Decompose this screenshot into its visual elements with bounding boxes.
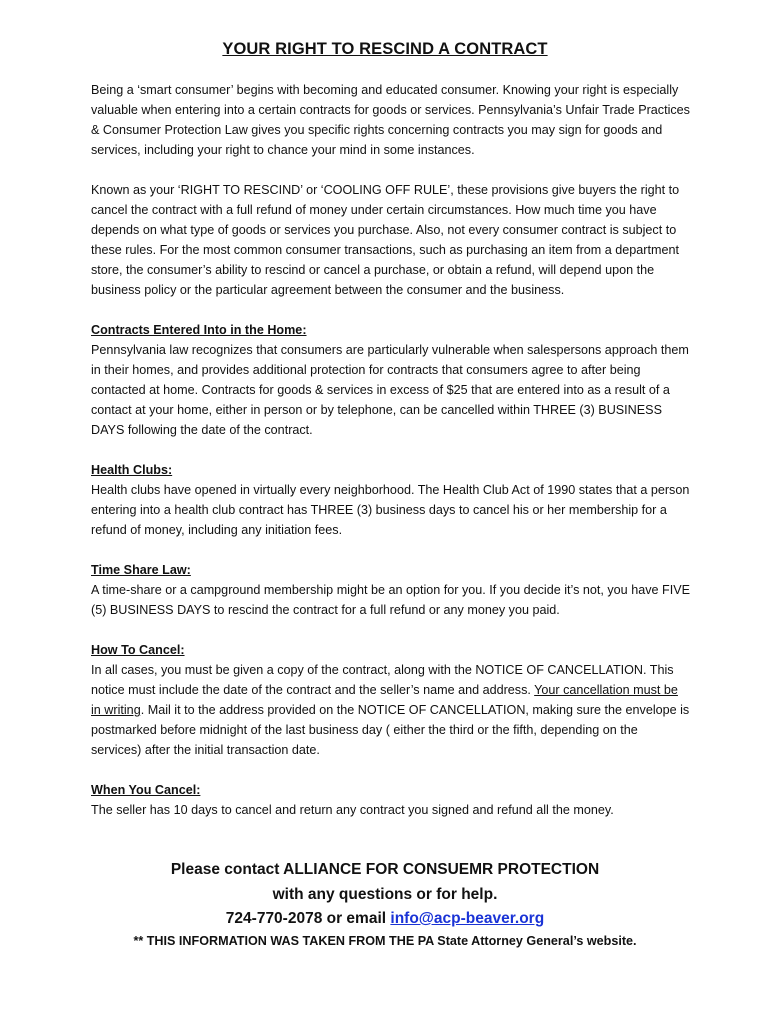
section-text: Health clubs have opened in virtually every neighborhood. The Health Club Act of 1990 states that a person entering into a health club contract has THREE (3) business days to cancel his or her membership for a refund of money, including any initiation fees.	[91, 483, 690, 537]
contact-block	[0, 858, 770, 932]
section-when-you-cancel	[91, 780, 691, 820]
document-title: YOUR RIGHT TO RESCIND A CONTRACT	[222, 40, 548, 58]
section-home-contracts	[91, 320, 691, 440]
intro-paragraph: Being a ‘smart consumer’ begins with becoming and educated consumer. Knowing your right is especially valuable when entering into a certain contracts for goods or services. Pennsylvania’s Unfair Trade Practices & Consumer Protection Law gives you specific rights concerning contracts you may sign for goods and services, including your right to chance your mind in some instances.	[91, 83, 690, 157]
section-health-clubs	[91, 460, 691, 540]
section-text-after: . Mail it to the address provided on the NOTICE OF CANCELLATION, making sure the envelope is postmarked before midnight of the last business day ( either the third or the fifth, depending on the services) after the initial transaction date.	[91, 703, 690, 757]
contact-line-3	[0, 907, 770, 932]
section-text: A time-share or a campground membership might be an option for you. If you decide it’s not, you have FIVE (5) BUSINESS DAYS to rescind the contract for a full refund or any money you paid.	[91, 583, 690, 617]
section-heading: Contracts Entered Into in the Home:	[91, 323, 307, 337]
section-heading: How To Cancel:	[91, 643, 185, 657]
section-time-share	[91, 560, 691, 620]
document-body	[91, 80, 691, 840]
contact-phone: 724-770-2078 or email	[225, 910, 391, 927]
rescind-rule-paragraph: Known as your ‘RIGHT TO RESCIND’ or ‘COOLING OFF RULE’, these provisions give buyers the right to cancel the contract with a full refund of money under certain circumstances. How much time you have depends on what type of goods or services you purchase. Also, not every consumer contract is subject to these rules. For the most common consumer transactions, such as purchasing an item from a department store, the consumer’s ability to rescind or cancel a purchase, or obtain a refund, will depend upon the business policy or the particular agreement between the consumer and the business.	[91, 183, 680, 297]
section-heading: When You Cancel:	[91, 783, 201, 797]
section-text-before: In all cases, you must be given a copy of the contract, along with the NOTICE OF CANCELLATION. This notice must include the date of the contract and the seller’s name and address.	[91, 663, 674, 697]
contact-line-2: with any questions or for help.	[272, 885, 498, 903]
section-text: The seller has 10 days to cancel and return any contract you signed and refund all the money.	[91, 803, 614, 817]
section-text: Pennsylvania law recognizes that consumers are particularly vulnerable when salespersons approach them in their homes, and provides additional protection for contracts that consumers agree to after being contacted at home. Contracts for goods & services in excess of $25 that are entered into as a result of a contact at your home, either in person or by telephone, can be cancelled within THREE (3) BUSINESS DAYS following the date of the contract.	[91, 343, 689, 437]
section-how-to-cancel	[91, 640, 691, 760]
source-note: ** THIS INFORMATION WAS TAKEN FROM THE PA State Attorney General’s website.	[133, 934, 637, 948]
section-text-underlined: Your cancellation must be in writing	[91, 683, 678, 717]
section-heading: Health Clubs:	[91, 463, 173, 477]
contact-email-link[interactable]: info@acp-beaver.org	[390, 910, 545, 927]
contact-line-1: Please contact ALLIANCE FOR CONSUEMR PROTECTION	[170, 861, 600, 878]
section-heading: Time Share Law:	[91, 563, 191, 577]
